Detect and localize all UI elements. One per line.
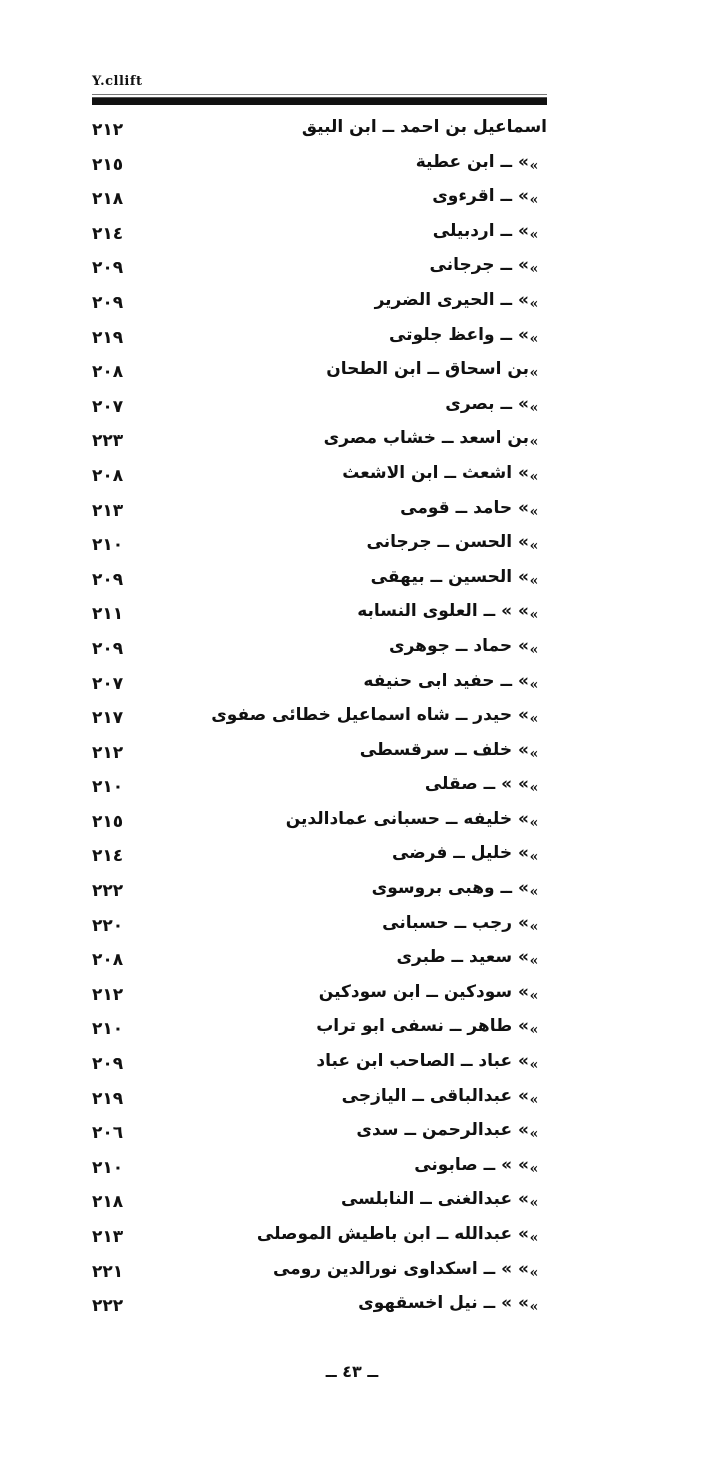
entry-text: » حامد ــ قومى [400,497,529,518]
ditto-mark: » [529,607,539,624]
entry-text: » رجب ــ حسبانى [382,912,529,933]
entry-page-number: ٢١٩ [92,327,124,348]
index-entry [92,565,547,600]
entry-page-number: ٢٠٧ [92,673,124,694]
index-entry [92,634,547,669]
ditto-mark: » [529,1299,539,1316]
index-entry [92,599,547,634]
entry-text: » ــ حفيد ابى حنيفه [363,670,529,691]
index-entry [92,1222,547,1257]
index-entry [92,1014,547,1049]
ditto-mark: » [529,1160,539,1177]
entry-page-number: ٢١٢ [92,984,124,1005]
index-entry [92,530,547,565]
index-entry [92,980,547,1015]
ditto-mark: » [529,1264,539,1281]
index-entry [92,738,547,773]
index-entry [92,1291,547,1326]
entry-page-number: ٢١٣ [92,500,124,521]
ditto-mark: » [529,503,539,520]
ditto-mark: » [529,261,539,278]
index-entry [92,392,547,427]
index-entry [92,807,547,842]
entry-page-number: ٢١٤ [92,846,124,867]
ditto-mark: » [529,676,539,693]
entry-text: » عبدالباقى ــ اليازجى [341,1085,529,1106]
entry-text: اسماعيل بن احمد ــ ابن البيق [301,117,547,137]
entry-text: » » ــ العلوى النسابه [357,601,529,622]
index-entry [92,1153,547,1188]
entry-page-number: ٢٢١ [92,1261,124,1282]
entry-text: » ــ وهبى بروسوى [371,878,529,899]
entry-page-number: ٢٢٢ [92,1296,124,1317]
entry-page-number: ٢٠٦ [92,1123,124,1144]
ditto-mark: » [529,226,539,243]
entry-page-number: ٢١٨ [92,1192,124,1213]
entry-page-number: ٢٢٢ [92,881,124,902]
index-entry [92,841,547,876]
index-entry [92,876,547,911]
ditto-mark: » [529,1091,539,1108]
ditto-mark: » [529,711,539,728]
index-entry [92,496,547,531]
ditto-mark: » [529,434,539,451]
entry-page-number: ٢١٢ [92,120,124,140]
index-entry [92,426,547,461]
ditto-mark: » [529,780,539,797]
index-entry [92,1118,547,1153]
entry-page-number: ٢١٤ [92,223,124,244]
entry-text: » الحسن ــ جرجانى [366,532,529,553]
index-entry [92,945,547,980]
entry-text: » ــ بصرى [445,393,529,414]
ditto-mark: » [529,365,539,382]
ditto-mark: » [529,1230,539,1246]
index-entry [92,150,547,185]
entry-text: » » ــ اسكداوى نورالدين رومى [272,1258,529,1279]
running-head: Y.cllift [92,74,143,89]
index-entry [92,115,547,150]
entry-text: » طاهر ــ نسفى ابو تراب [316,1016,529,1037]
ditto-mark: » [529,641,539,658]
index-entry [92,1257,547,1292]
entry-page-number: ٢٢٠ [92,915,124,936]
entry-text: » ــ جرجانى [429,255,529,276]
ditto-mark: » [529,849,539,866]
entry-page-number: ٢٠٩ [92,292,124,313]
index-entry [92,323,547,358]
ditto-mark: » [529,572,539,589]
ditto-mark: » [529,987,539,1004]
ditto-mark: » [529,1126,539,1143]
ditto-mark: » [529,745,539,762]
ditto-mark: » [529,884,539,901]
entry-text: » عباد ــ الصاحب ابن عباد [316,1051,529,1072]
index-list [92,115,547,1326]
page-folio: ــ ٤٣ ــ [325,1362,379,1381]
entry-text: » ــ اقرءوى [432,186,529,207]
entry-text: » ــ واعظ جلوتى [388,324,529,345]
entry-page-number: ٢١٠ [92,1157,124,1178]
entry-text: » اشعث ــ ابن الاشعث [342,462,529,483]
entry-text: » ــ الحيرى الضرير [374,289,529,310]
entry-text: » » ــ صابونى [414,1154,529,1175]
entry-page-number: ٢١٥ [92,811,124,832]
entry-text: » حماد ــ جوهرى [389,635,529,656]
ditto-mark: » [529,330,539,347]
index-entry [92,357,547,392]
entry-text: » ــ ابن عطية [415,151,529,172]
ditto-mark: » [529,953,539,970]
entry-page-number: ٢١٠ [92,777,124,798]
entry-text: بن اسحاق ــ ابن الطحان [326,359,529,380]
index-entry [92,288,547,323]
ditto-mark: » [529,157,539,174]
entry-page-number: ٢٠٩ [92,1054,124,1075]
entry-text: » عبدالغنى ــ النابلسى [340,1189,529,1210]
entry-page-number: ٢٢٣ [92,431,124,452]
index-entry [92,184,547,219]
index-entry [92,461,547,496]
entry-text: » سعيد ــ طبرى [396,947,529,968]
index-entry [92,1187,547,1222]
index-entry [92,1049,547,1084]
ditto-mark: » [529,538,539,555]
index-entry [92,703,547,738]
entry-text: » » ــ نيل اخسقهوى [358,1293,529,1314]
entry-text: » حيدر ــ شاه اسماعيل خطائى صفوى [211,705,529,726]
entry-page-number: ٢٠٩ [92,258,124,279]
ditto-mark: » [529,814,539,831]
entry-page-number: ٢١١ [92,604,124,625]
entry-page-number: ٢١٨ [92,189,124,210]
ditto-mark: » [529,399,539,416]
entry-page-number: ٢١٠ [92,1019,124,1040]
header-rule-thin [92,94,547,95]
entry-page-number: ٢١٢ [92,742,124,763]
entry-page-number: ٢١٥ [92,154,124,175]
entry-text: » خلف ــ سرقسطى [359,739,529,760]
entry-text: » الحسين ــ بيهقى [370,566,529,587]
entry-page-number: ٢١٧ [92,708,124,729]
entry-page-number: ٢٠٨ [92,362,124,383]
entry-page-number: ٢١٣ [92,1227,124,1247]
header-rule [92,97,547,105]
ditto-mark: » [529,295,539,312]
ditto-mark: » [529,918,539,935]
entry-page-number: ٢٠٨ [92,465,124,486]
entry-text: » خليل ــ فرضى [392,843,529,864]
index-entry [92,669,547,704]
index-entry [92,219,547,254]
ditto-mark: » [529,192,539,209]
index-entry [92,772,547,807]
ditto-mark: » [529,1057,539,1074]
ditto-mark: » [529,1195,539,1212]
ditto-mark: » [529,468,539,485]
entry-page-number: ٢١٠ [92,535,124,556]
entry-text: » عبدالرحمن ــ سدى [356,1120,529,1141]
entry-page-number: ٢٠٧ [92,396,124,417]
entry-text: » خليفه ــ حسبانى عمادالدين [285,808,529,829]
entry-text: » » ــ صقلى [424,774,529,795]
entry-page-number: ٢٠٨ [92,950,124,971]
entry-page-number: ٢٠٩ [92,569,124,590]
entry-text: » ــ اردبيلى [432,220,529,241]
ditto-mark: » [529,1022,539,1039]
entry-text: » عبدالله ــ ابن باطيش الموصلى [256,1224,529,1244]
entry-text: » سودكين ــ ابن سودكين [318,981,529,1002]
index-entry [92,911,547,946]
entry-page-number: ٢٠٩ [92,638,124,659]
index-entry [92,253,547,288]
entry-page-number: ٢١٩ [92,1088,124,1109]
entry-text: بن اسعد ــ خشاب مصرى [323,428,529,449]
index-entry [92,1084,547,1119]
